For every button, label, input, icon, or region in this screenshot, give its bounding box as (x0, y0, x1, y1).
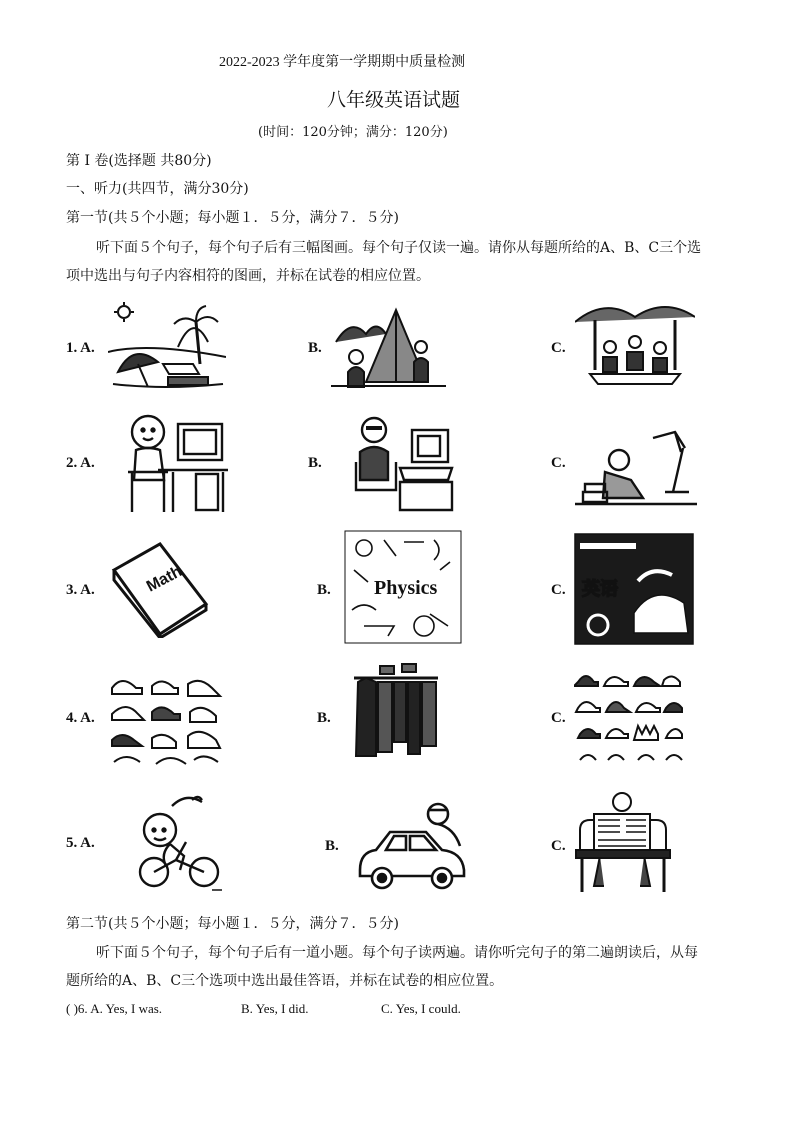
physics-book-label: Physics (374, 577, 438, 599)
q3-label-c: C. (551, 582, 566, 598)
picnic-icon[interactable] (575, 302, 695, 388)
q5-label-a: 5. A. (66, 835, 95, 851)
listening-heading: 一、听力(共四节，满分30分) (66, 181, 249, 197)
q4-label-a: 4. A. (66, 710, 95, 726)
q3-label-a: 3. A. (66, 582, 95, 598)
q6-option-b[interactable]: B. Yes, I did. (241, 1001, 309, 1016)
reader-at-desk-icon[interactable] (575, 430, 697, 514)
tv-watcher-icon[interactable] (352, 412, 454, 518)
q3-label-b: B. (317, 582, 331, 598)
q4-label-c: C. (551, 710, 566, 726)
section-two-heading: 第二节(共５个小题；每小题１．５分，满分７．５分) (66, 916, 399, 932)
q4-label-b: B. (317, 710, 331, 726)
shoes-icon[interactable] (108, 668, 226, 768)
time-score-line: (时间：120分钟；满分：120分) (258, 125, 448, 140)
hats-icon[interactable] (574, 668, 686, 768)
q1-label-a: 1. A. (66, 340, 95, 356)
q1-label-c: C. (551, 340, 566, 356)
volume-heading: 第 I 卷(选择题 共80分) (66, 153, 212, 169)
instruction-line-2: 项中选出与句子内容相符的图画，并标在试卷的相应位置。 (66, 268, 430, 284)
section-two-instruction-line-2: 题所给的A、B、C三个选项中选出最佳答语，并标在试卷的相应位置。 (66, 973, 504, 989)
math-book-label: Math (143, 562, 185, 596)
english-book-label: 英语 (582, 579, 618, 600)
q2-label-a: 2. A. (66, 455, 95, 471)
q5-label-c: C. (551, 838, 566, 854)
q6-option-c[interactable]: C. Yes, I could. (381, 1001, 461, 1016)
section-two-instruction-line-1: 听下面５个句子，每个句子后有一道小题。每个句子读两遍。请你听完句子的第二遍朗读后，从每 (96, 945, 698, 961)
exam-title: 八年级英语试题 (327, 89, 461, 111)
newspaper-reader-icon[interactable] (574, 790, 672, 896)
beach-icon[interactable] (108, 302, 226, 392)
cyclist-icon[interactable] (132, 792, 236, 896)
clothes-rack-icon[interactable] (352, 662, 440, 766)
q6-option-a[interactable]: ( )6. A. Yes, I was. (66, 1001, 163, 1016)
camping-icon[interactable] (326, 302, 450, 392)
q1-label-b: B. (308, 340, 322, 356)
section-one-heading: 第一节(共５个小题；每小题１．５分，满分７．５分) (66, 210, 399, 226)
exam-year-line: 2022-2023 学年度第一学期期中质量检测 (219, 55, 466, 70)
q2-label-c: C. (551, 455, 566, 471)
q5-label-b: B. (325, 838, 339, 854)
math-book-icon[interactable] (110, 540, 210, 638)
q2-label-b: B. (308, 455, 322, 471)
physics-book-icon[interactable] (344, 530, 462, 644)
computer-user-icon[interactable] (118, 410, 242, 518)
instruction-line-1: 听下面５个句子，每个句子后有三幅图画。每个句子仅读一遍。请你从每题所给的A、B、C三个选 (96, 240, 702, 256)
english-book-icon[interactable] (574, 533, 694, 645)
car-icon[interactable] (356, 798, 468, 894)
